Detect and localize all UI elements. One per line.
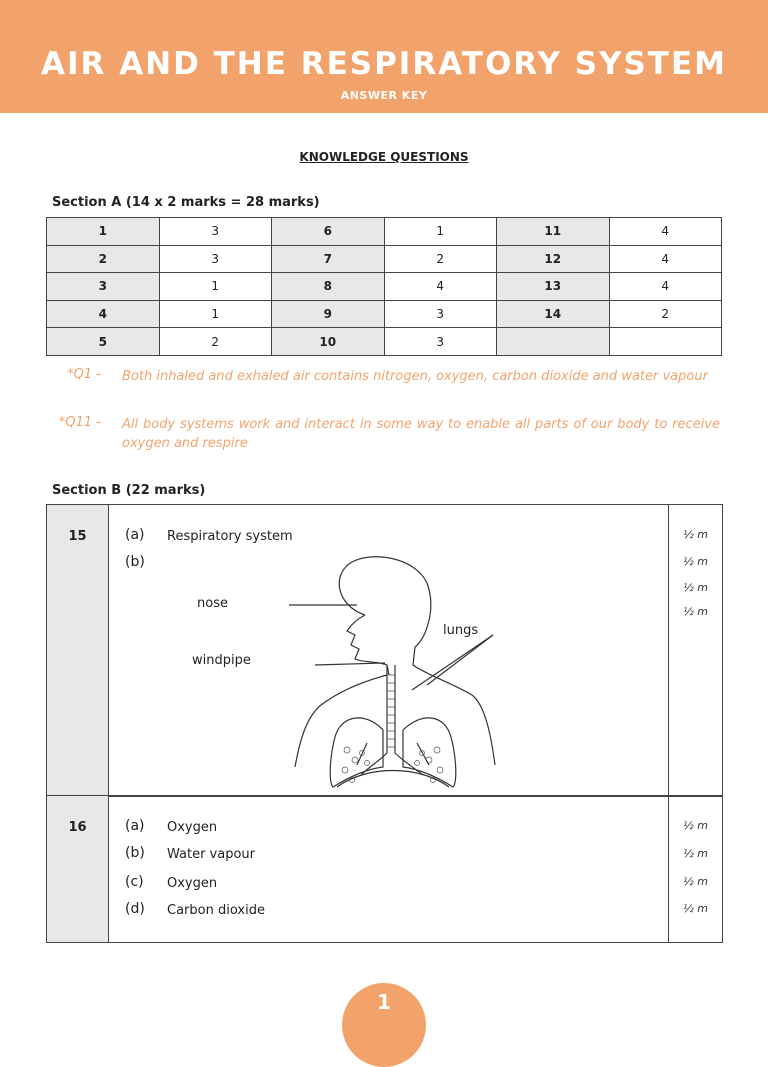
mark-value: ½ m	[683, 902, 708, 915]
marks-column	[668, 505, 722, 796]
question-15-box	[46, 504, 723, 797]
answer-text: Water vapour	[167, 847, 256, 862]
label-nose: nose	[197, 596, 228, 611]
part-label: (b)	[125, 845, 145, 861]
answer-value: 1	[159, 273, 272, 301]
header-banner	[0, 0, 768, 113]
part-label: (d)	[125, 901, 145, 917]
knowledge-heading: KNOWLEDGE QUESTIONS	[299, 150, 469, 164]
part-label: (b)	[125, 554, 145, 570]
question-number: 3	[47, 273, 160, 301]
question-number	[497, 328, 610, 356]
section-a-answer-table	[46, 217, 722, 356]
question-number: 11	[497, 218, 610, 246]
answer-text: Carbon dioxide	[167, 903, 265, 918]
note-q11	[55, 415, 720, 455]
table-row	[47, 273, 722, 301]
answer-text: Oxygen	[167, 820, 218, 835]
question-number: 2	[47, 245, 160, 273]
question-number: 7	[272, 245, 385, 273]
answer-value: 4	[609, 273, 722, 301]
question-number: 6	[272, 218, 385, 246]
note-q1	[55, 367, 720, 407]
question-number: 5	[47, 328, 160, 356]
mark-value: ½ m	[683, 555, 708, 568]
number-column	[47, 796, 109, 942]
question-number: 4	[47, 300, 160, 328]
answer-value: 1	[384, 218, 497, 246]
page-number: 1	[377, 990, 391, 1014]
table-row	[47, 218, 722, 246]
table-row	[47, 245, 722, 273]
label-windpipe: windpipe	[192, 653, 251, 668]
answer-value: 3	[159, 245, 272, 273]
answer-value: 3	[159, 218, 272, 246]
answer-text: Respiratory system	[167, 529, 293, 544]
note-text: All body systems work and interact in some way to enable all parts of our body to receive oxygen and respire	[122, 417, 720, 451]
section-b-label: Section B (22 marks)	[52, 483, 206, 498]
number-column	[47, 505, 109, 796]
question-number: 16	[68, 820, 87, 835]
answer-value: 3	[384, 328, 497, 356]
answer-value	[609, 328, 722, 356]
answer-value: 2	[384, 245, 497, 273]
section-a-label: Section A (14 x 2 marks = 28 marks)	[52, 195, 320, 210]
answer-value: 4	[609, 218, 722, 246]
question-number: 8	[272, 273, 385, 301]
question-number: 10	[272, 328, 385, 356]
question-number: 13	[497, 273, 610, 301]
question-number: 14	[497, 300, 610, 328]
answer-value: 4	[384, 273, 497, 301]
mark-value: ½ m	[683, 528, 708, 541]
question-number: 12	[497, 245, 610, 273]
mark-value: ½ m	[683, 581, 708, 594]
question-number: 15	[68, 529, 87, 544]
question-16-box	[46, 795, 723, 943]
answer-value: 4	[609, 245, 722, 273]
table-row	[47, 328, 722, 356]
page-title: AIR AND THE RESPIRATORY SYSTEM	[41, 46, 727, 82]
question-number: 1	[47, 218, 160, 246]
note-id: *Q1 -	[67, 367, 101, 382]
marks-column	[668, 796, 722, 942]
note-id: *Q11 -	[58, 415, 101, 430]
answer-value: 1	[159, 300, 272, 328]
answer-value: 2	[159, 328, 272, 356]
respiratory-system-diagram	[237, 555, 517, 790]
label-lungs: lungs	[443, 623, 479, 638]
answer-value: 2	[609, 300, 722, 328]
part-label: (c)	[125, 874, 144, 890]
page-subtitle: ANSWER KEY	[340, 89, 428, 102]
mark-value: ½ m	[683, 819, 708, 832]
answer-text: Oxygen	[167, 876, 218, 891]
answer-value: 3	[384, 300, 497, 328]
question-number: 9	[272, 300, 385, 328]
part-label: (a)	[125, 818, 145, 834]
part-label: (a)	[125, 527, 145, 543]
mark-value: ½ m	[683, 847, 708, 860]
note-text: Both inhaled and exhaled air contains nitrogen, oxygen, carbon dioxide and water vapour	[122, 369, 708, 384]
mark-value: ½ m	[683, 605, 708, 618]
mark-value: ½ m	[683, 875, 708, 888]
table-row	[47, 300, 722, 328]
